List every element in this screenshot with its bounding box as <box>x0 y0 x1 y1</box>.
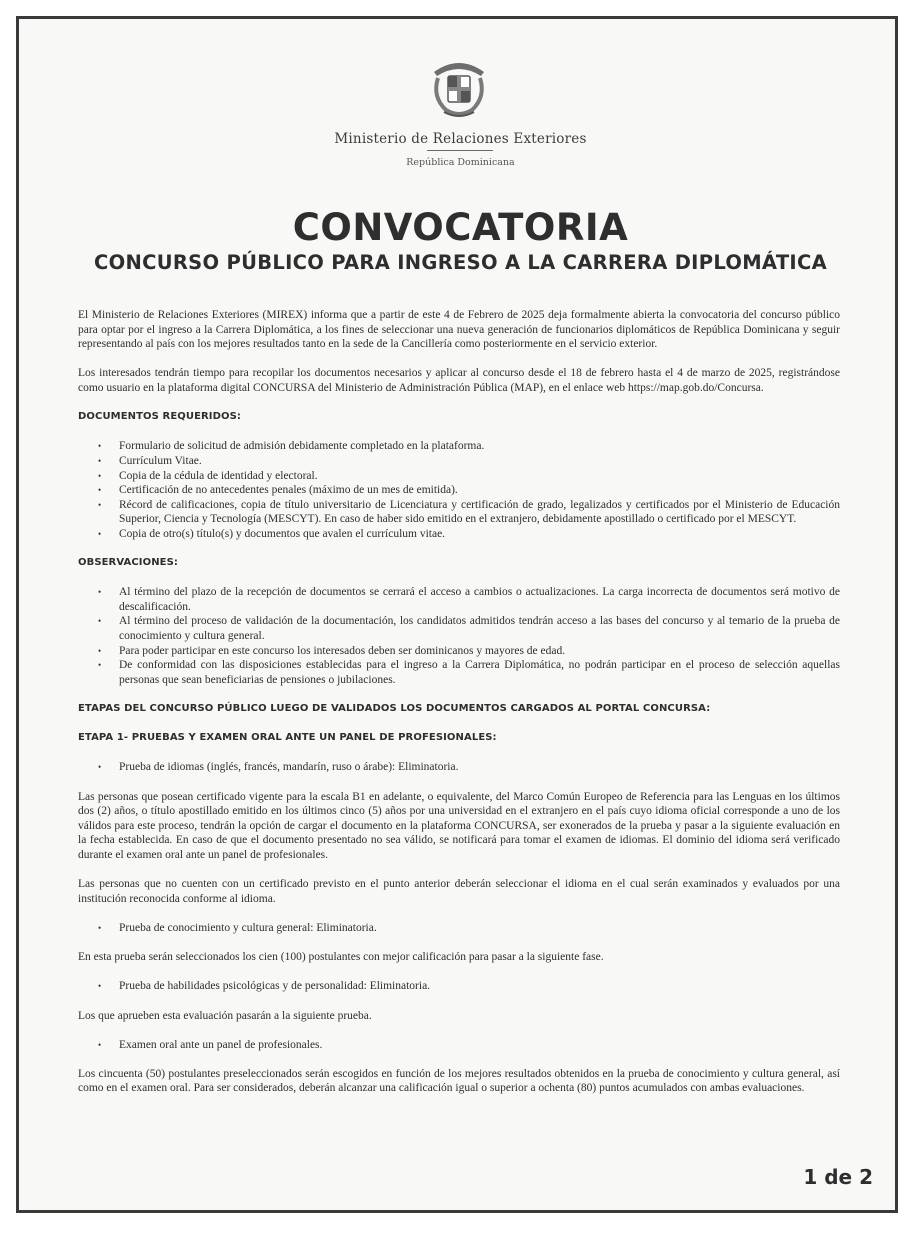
section-heading-observaciones: OBSERVACIONES: <box>78 557 179 569</box>
list-item: • Al término del proceso de validación de la documentación, los candidatos admitidos tendrán acceso a las bases del concurso y al temario de la prueba de conocimiento y cultura general. <box>119 614 840 643</box>
paragraph-certificado: Las personas que posean certificado vigente para la escala B1 en adelante, o equivalente, del Marco Común Europeo de Referencia para las Lenguas en los últimos dos (2) años, o título apostillado emitido en los últimos cinco (5) años por una universidad en el extranjero en el país cuyo idioma oficial corresponde a uno de los válidos para este proceso, tendrán la opción de cargar el documento en la plataforma CONCURSA, ser exonerados de la prueba y pasar a la siguiente evaluación en la fecha establecida. En caso de que el documento presentado no sea válido, se notificará para tomar el examen de idiomas. El dominio del idioma será verificado durante el examen oral ante un panel de profesionales. <box>78 790 840 861</box>
list-item: • Prueba de conocimiento y cultura general: Eliminatoria. <box>119 921 840 936</box>
list-item: • Prueba de idiomas (inglés, francés, mandarín, ruso o árabe): Eliminatoria. <box>119 760 840 775</box>
section-heading-documentos: DOCUMENTOS REQUERIDOS: <box>78 411 242 423</box>
list-item: • Récord de calificaciones, copia de título universitario de Licenciatura y certificación de grado, legalizados y certificados por el Ministerio de Educación Superior, Ciencia y Tecnología (MESCYT). En caso de haber sido emitido en el extranjero, debidamente apostillado o certificado por el MESCYT. <box>119 498 840 527</box>
intro-paragraph: Los interesados tendrán tiempo para recopilar los documentos necesarios y aplicar al concurso desde el 18 de febrero hasta el 4 de marzo de 2025, registrándose como usuario en la plataforma digital CONCURSA del Ministerio de Administración Pública (MAP), en el enlace web https://map.gob.do/Concursa. <box>78 367 840 394</box>
coat-of-arms-icon <box>424 52 494 122</box>
paragraph-cien: En esta prueba serán seleccionados los cien (100) postulantes con mejor calificación para pasar a la siguiente fase. <box>78 951 604 964</box>
etapa-list <box>78 1038 840 1053</box>
list-item: • Al término del plazo de la recepción de documentos se cerrará el acceso a cambios o actualizaciones. La carga incorrecta de documentos será motivo de descalificación. <box>119 585 840 614</box>
documentos-list <box>78 439 840 541</box>
section-heading-etapa-1: ETAPA 1- PRUEBAS Y EXAMEN ORAL ANTE UN PANEL DE PROFESIONALES: <box>78 732 497 744</box>
paragraph-cincuenta: Los cincuenta (50) postulantes preseleccionados serán escogidos en función de los mejores resultados obtenidos en la prueba de conocimiento y cultura general, así como en el examen oral. Para ser considerados, deberán alcanzar una calificación igual o superior a ochenta (80) puntos acumulados con ambas evaluaciones. <box>78 1067 840 1095</box>
section-heading-etapas: ETAPAS DEL CONCURSO PÚBLICO LUEGO DE VALIDADOS LOS DOCUMENTOS CARGADOS AL PORTAL CONCURSA: <box>78 703 711 715</box>
observaciones-list <box>78 585 840 687</box>
page-indicator: 1 de 2 <box>803 1165 873 1189</box>
list-item: • Formulario de solicitud de admisión debidamente completado en la plataforma. <box>119 439 840 454</box>
etapa-list <box>78 979 840 994</box>
etapa-list <box>78 921 840 936</box>
intro-paragraph: El Ministerio de Relaciones Exteriores (MIREX) informa que a partir de este 4 de Febrero de 2025 deja formalmente abierta la convocatoria del concurso público para optar por el ingreso a la Carrera Diplomática, a los fines de seleccionar una nueva generación de funcionarios diplomáticos de República Dominicana y seguir representando al país con los mejores resultados tanto en la sede de la Cancillería como posteriormente en el servicio exterior. <box>78 309 840 351</box>
paragraph-sin-certificado: Las personas que no cuenten con un certificado previsto en el punto anterior deberán seleccionar el idioma en el cual serán examinados y evaluados por una institución reconocida conforme al idioma. <box>78 878 840 905</box>
paragraph-aprueben: Los que aprueben esta evaluación pasarán a la siguiente prueba. <box>78 1009 372 1022</box>
list-item: • Certificación de no antecedentes penales (máximo de un mes de emitida). <box>119 483 840 498</box>
list-item: • Copia de otro(s) título(s) y documentos que avalen el currículum vitae. <box>119 527 840 542</box>
page-subtitle: CONCURSO PÚBLICO PARA INGRESO A LA CARRERA DIPLOMÁTICA <box>94 251 827 274</box>
list-item: • Para poder participar en este concurso los interesados deben ser dominicanos y mayores de edad. <box>119 644 840 659</box>
divider <box>427 150 493 151</box>
etapa-list <box>78 760 840 775</box>
list-item: • Currículum Vitae. <box>119 454 840 469</box>
ministry-name: Ministerio de Relaciones Exteriores <box>334 131 587 147</box>
list-item: • Examen oral ante un panel de profesionales. <box>119 1038 840 1053</box>
list-item: • Copia de la cédula de identidad y electoral. <box>119 469 840 484</box>
list-item: • De conformidad con las disposiciones establecidas para el ingreso a la Carrera Diplomática, no podrán participar en el proceso de selección aquellas personas que sean beneficiarias de pensiones o jubilaciones. <box>119 658 840 687</box>
document-body <box>78 308 840 1111</box>
country-name: República Dominicana <box>406 157 515 168</box>
page-title: CONVOCATORIA <box>292 206 629 249</box>
list-item: • Prueba de habilidades psicológicas y de personalidad: Eliminatoria. <box>119 979 840 994</box>
